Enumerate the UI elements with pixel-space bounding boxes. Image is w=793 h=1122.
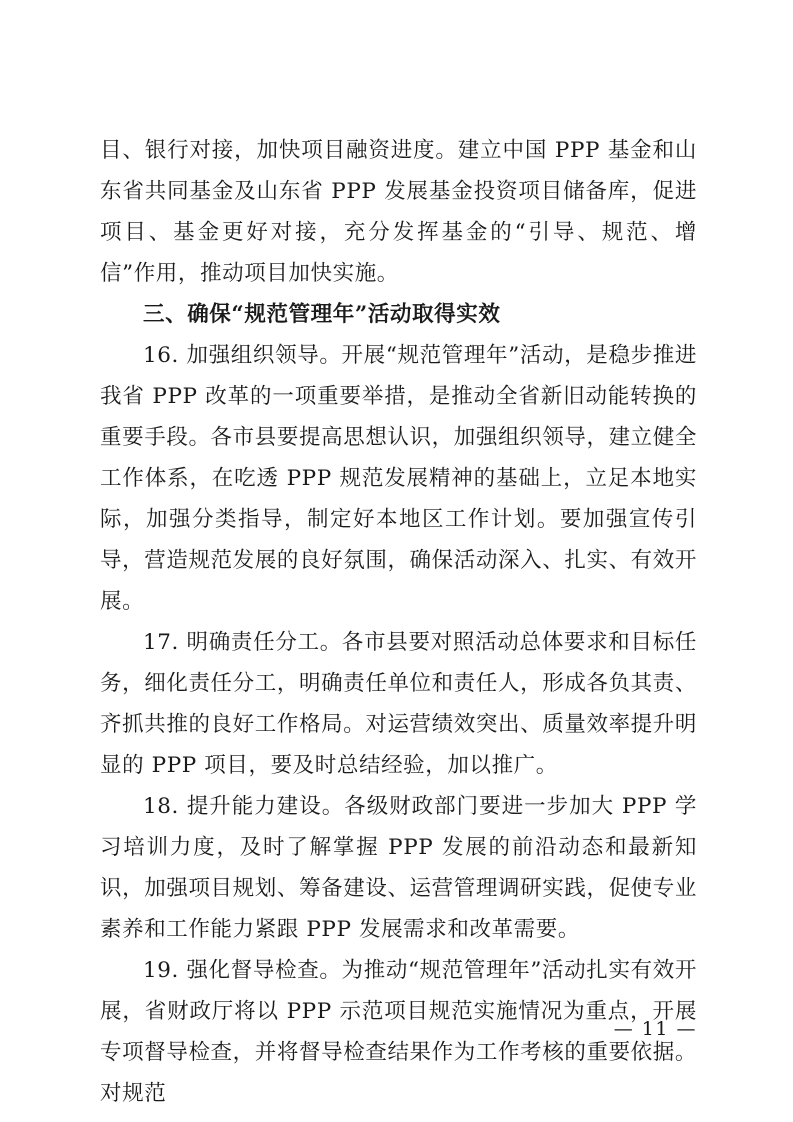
page-number: — 11 — xyxy=(613,1018,697,1040)
paragraph-item-18: 18. 提升能力建设。各级财政部门要进一步加大 PPP 学习培训力度，及时了解掌握 PPP 发展的前沿动态和最新知识，加强项目规划、筹备建设、运营管理调研实践，促使专业素养和工作能力紧跟 PPP 发展需求和改革需要。 xyxy=(100,794,697,942)
document-body xyxy=(100,130,697,1114)
section-heading-three: 三、确保“规范管理年”活动取得实效 xyxy=(143,302,501,327)
paragraph-continuation: 目、银行对接，加快项目融资进度。建立中国 PPP 基金和山东省共同基金及山东省 PPP 发展基金投资项目储备库，促进项目、基金更好对接，充分发挥基金的“引导、规范、增信”作用，推动项目加快实施。 xyxy=(100,138,697,286)
paragraph-item-16: 16. 加强组织领导。开展“规范管理年”活动，是稳步推进我省 PPP 改革的一项重要举措，是推动全省新旧动能转换的重要手段。各市县要提高思想认识，加强组织领导，建立健全工作体系，在吃透 PPP 规范发展精神的基础上，立足本地实际，加强分类指导，制定好本地区工作计划。要加强宣传引导，营造规范发展的良好氛围，确保活动深入、扎实、有效开展。 xyxy=(100,343,697,614)
paragraph-item-17: 17. 明确责任分工。各市县要对照活动总体要求和目标任务，细化责任分工，明确责任单位和责任人，形成各负其责、齐抓共推的良好工作格局。对运营绩效突出、质量效率提升明显的 PPP 项目，要及时总结经验，加以推广。 xyxy=(100,630,697,778)
paragraph-item-19: 19. 强化督导检查。为推动“规范管理年”活动扎实有效开展，省财政厅将以 PPP 示范项目规范实施情况为重点，开展专项督导检查，并将督导检查结果作为工作考核的重要依据。对规范 xyxy=(100,958,697,1106)
